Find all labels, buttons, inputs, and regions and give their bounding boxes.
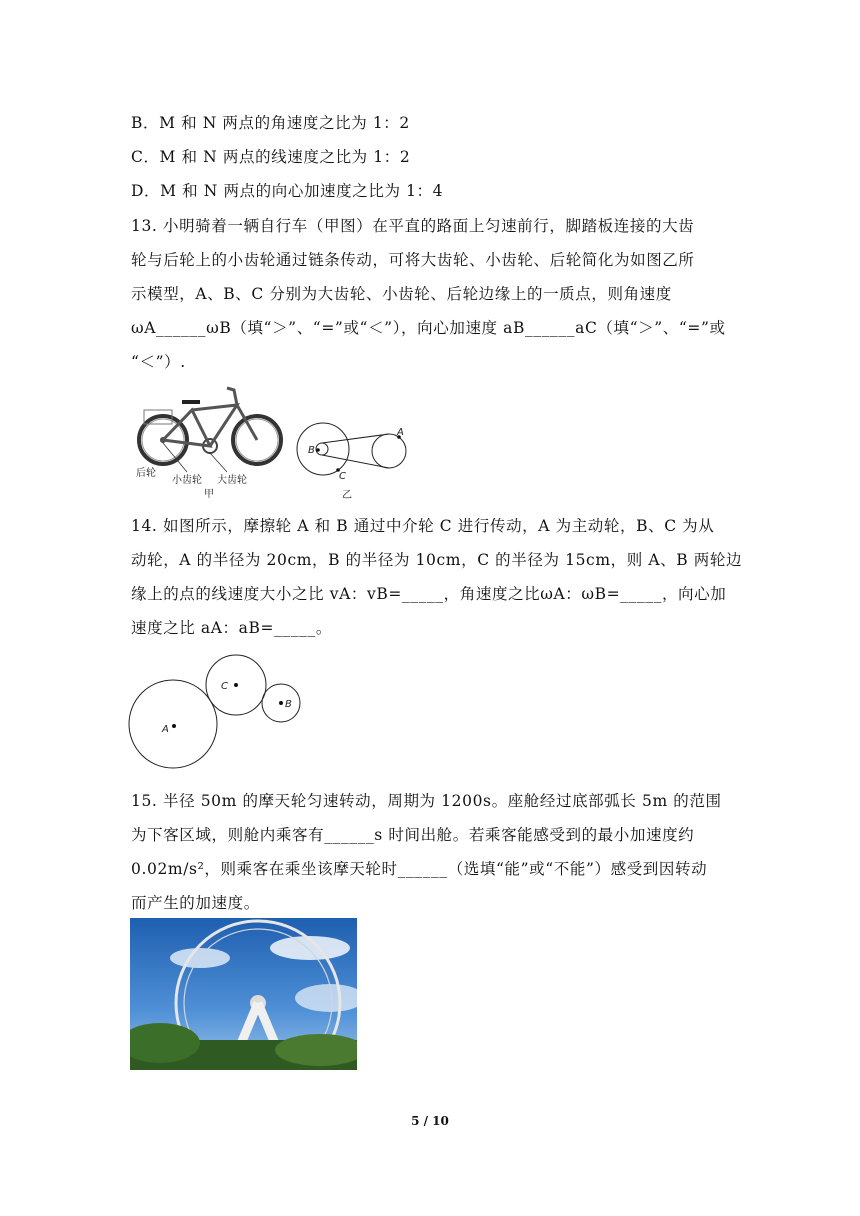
caption-yi: 乙 — [342, 490, 352, 501]
q14-line-4: 速度之比 aA：aB=_____。 — [131, 619, 332, 637]
q13-line-5: “＜”）. — [131, 353, 186, 371]
q14-line-3: 缘上的点的线速度大小之比 vA：vB=_____，角速度之比ωA：ωB=_____，向心加 — [131, 585, 727, 603]
label-rear-wheel: 后轮 — [136, 468, 156, 479]
q12-option-b: B．M 和 N 两点的角速度之比为 1：2 — [131, 114, 410, 132]
q12-option-c: C．M 和 N 两点的线速度之比为 1：2 — [131, 148, 411, 166]
gear-model-figure — [294, 416, 414, 502]
wheel-a-label: A — [162, 724, 169, 735]
ferris-wheel-photo — [130, 918, 357, 1070]
q12-option-d: D．M 和 N 两点的向心加速度之比为 1：4 — [131, 182, 444, 200]
bicycle-figure — [132, 380, 292, 500]
q15-line-4: 而产生的加速度。 — [131, 894, 260, 912]
q13-line-2: 轮与后轮上的小齿轮通过链条传动，可将大齿轮、小齿轮、后轮简化为如图乙所 — [131, 251, 695, 269]
q14-line-1: 14. 如图所示，摩擦轮 A 和 B 通过中介轮 C 进行传动，A 为主动轮，B、C 为从 — [131, 517, 715, 535]
page-number: 5 / 10 — [411, 1114, 449, 1128]
q13-line-4: ωA______ωB（填“＞”、“=”或“＜”），向心加速度 aB______aC（填“＞”、“=”或 — [131, 319, 726, 337]
q15-line-1: 15. 半径 50m 的摩天轮匀速转动，周期为 1200s。座舱经过底部弧长 5m 的范围 — [131, 792, 722, 810]
q15-line-2: 为下客区域，则舱内乘客有______s 时间出舱。若乘客能感受到的最小加速度约 — [131, 826, 695, 844]
label-small-gear: 小齿轮 — [172, 475, 202, 486]
friction-wheels-figure — [128, 652, 308, 772]
caption-jia: 甲 — [204, 489, 214, 500]
wheel-c-label: C — [221, 681, 228, 692]
point-c-label: C — [339, 471, 346, 482]
wheel-a — [129, 680, 217, 768]
point-a-label: A — [397, 427, 404, 438]
q14-line-2: 动轮，A 的半径为 20cm，B 的半径为 10cm，C 的半径为 15cm，则 A、B 两轮边 — [131, 551, 743, 569]
q15-line-3: 0.02m/s²，则乘客在乘坐该摩天轮时______（选填“能”或“不能”）感受到因转动 — [131, 860, 708, 878]
point-b-label: B — [308, 445, 315, 456]
wheel-b-label: B — [285, 699, 292, 710]
label-big-gear: 大齿轮 — [217, 475, 247, 486]
q13-line-1: 13. 小明骑着一辆自行车（甲图）在平直的路面上匀速前行，脚踏板连接的大齿 — [131, 217, 695, 235]
q13-line-3: 示模型，A、B、C 分别为大齿轮、小齿轮、后轮边缘上的一质点，则角速度 — [131, 285, 672, 303]
